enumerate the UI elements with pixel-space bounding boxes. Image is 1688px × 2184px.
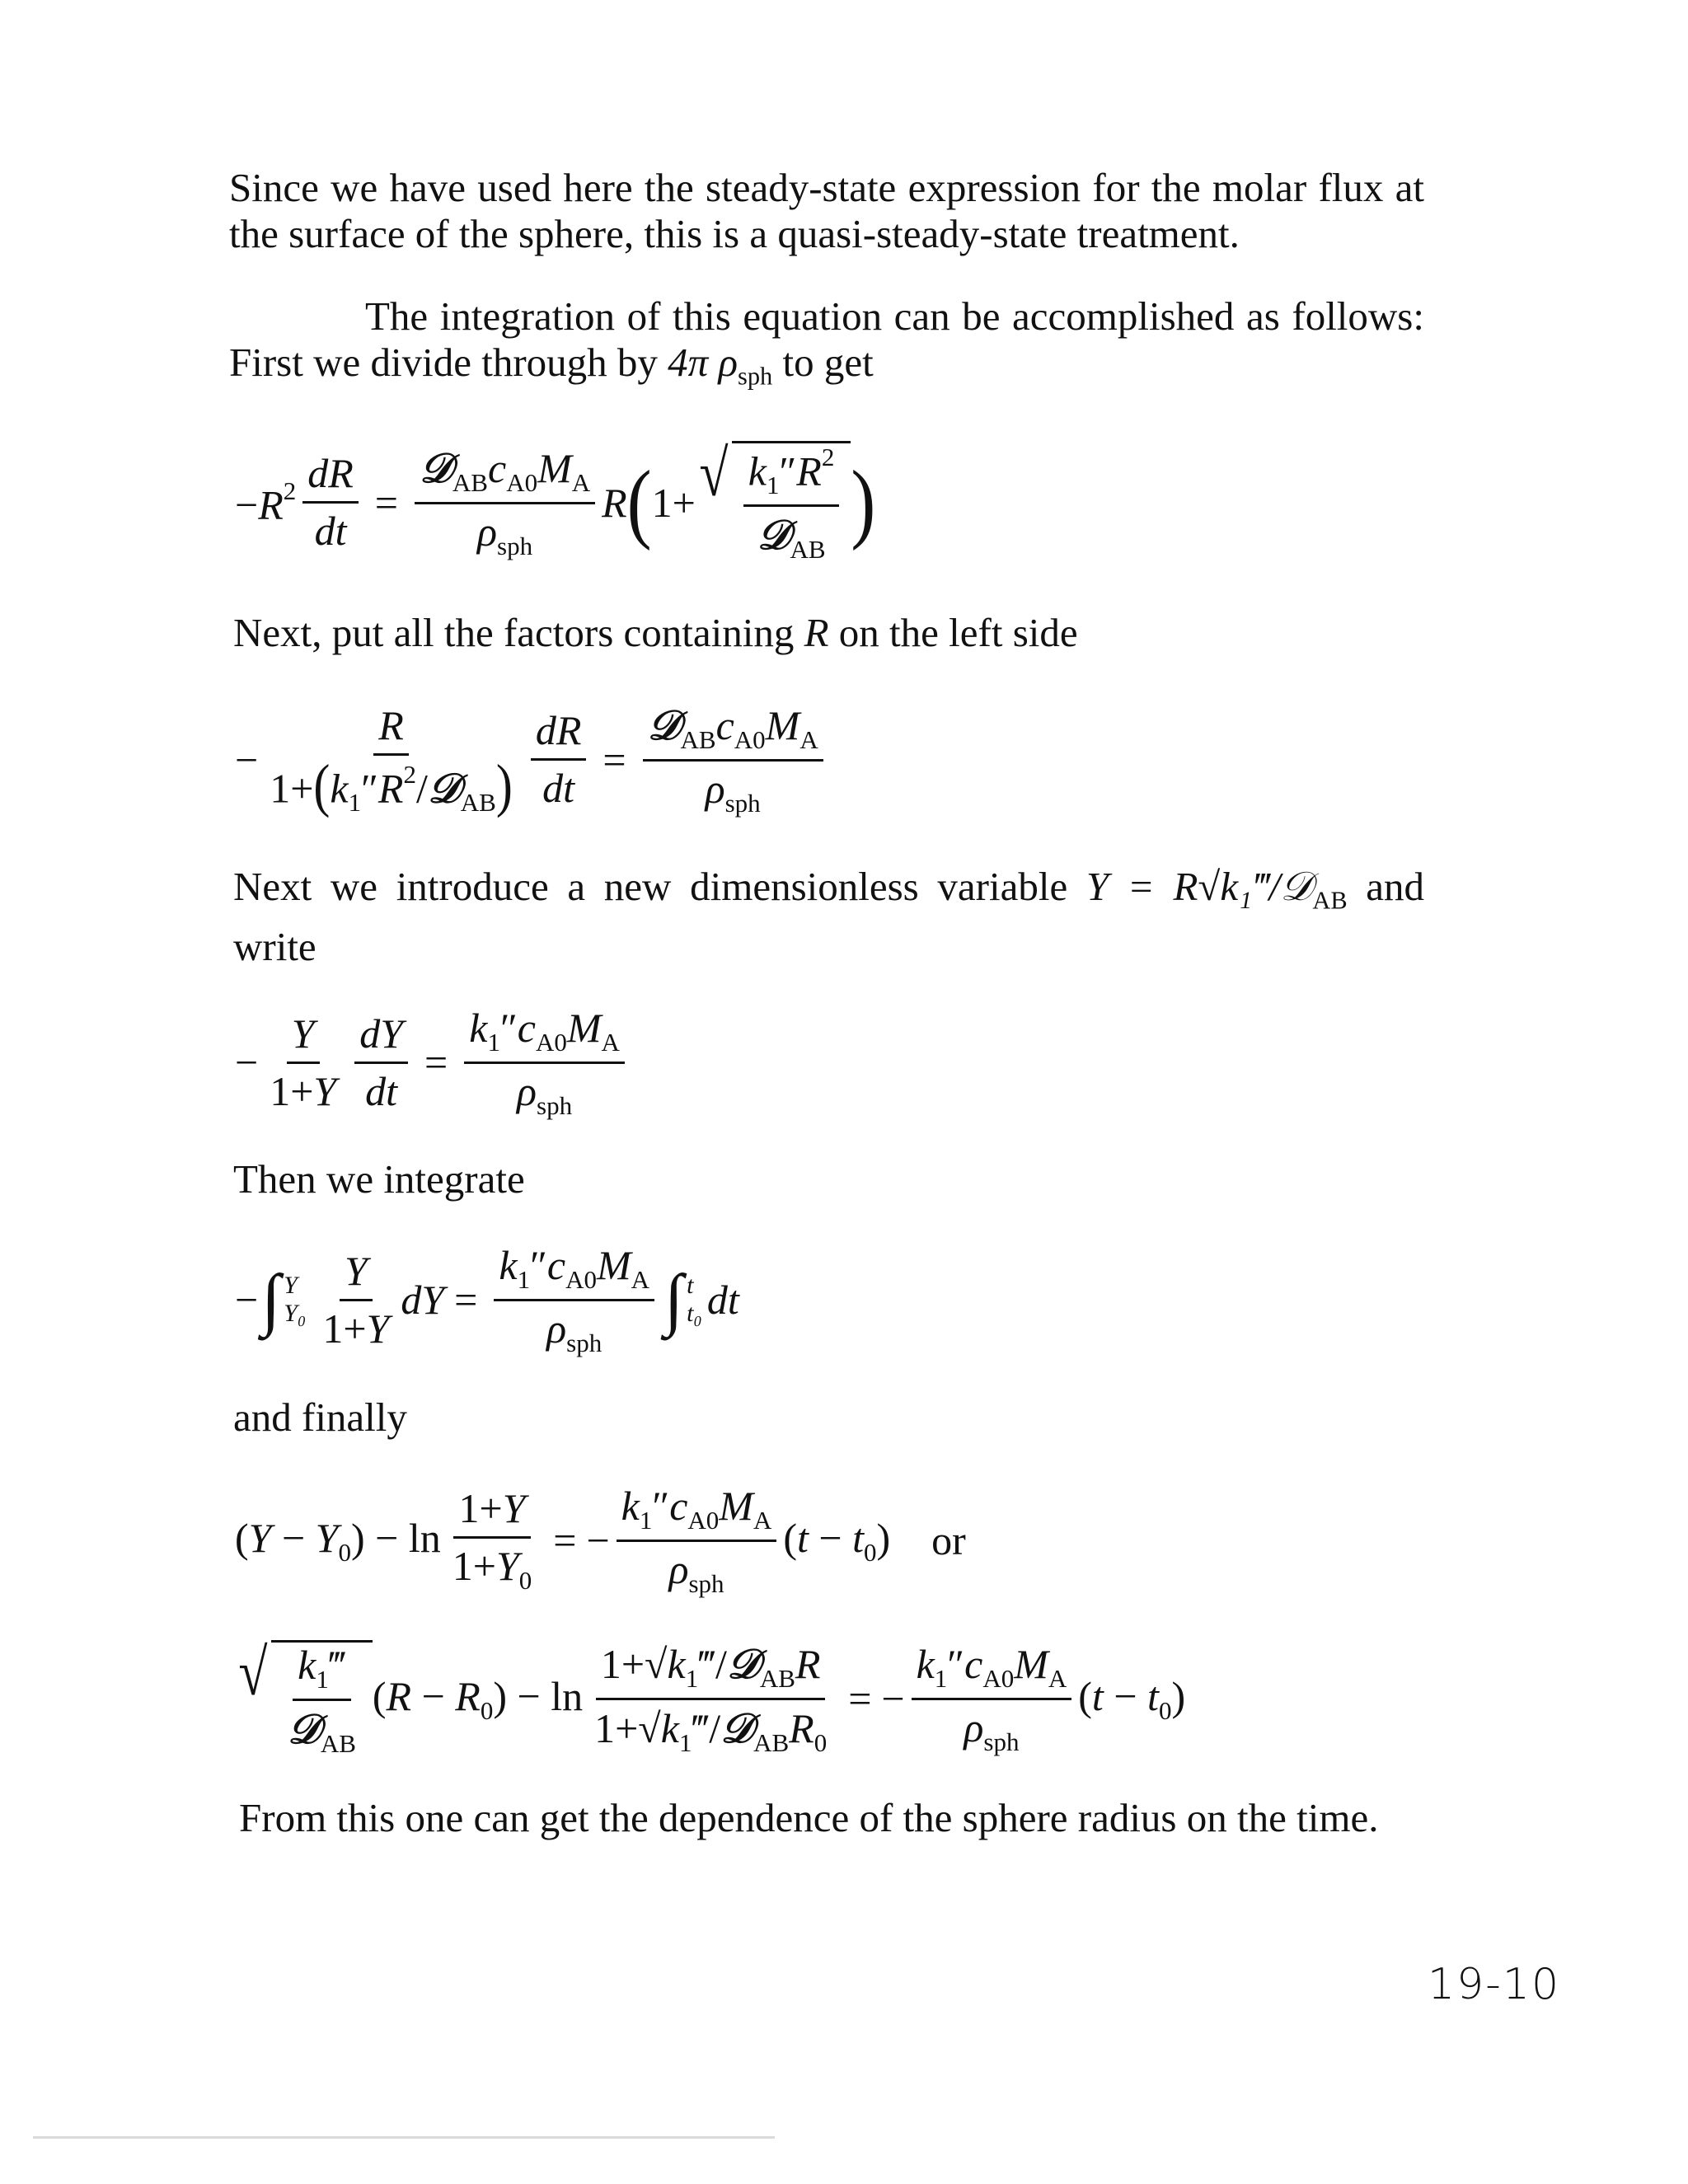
- paragraph-conclusion: [239, 1795, 1428, 1841]
- equation-6: √ $\frac{k_1‴}{𝒟_{AB}}$ $(R - R_0) - \ln$ $\frac{1+√k_1‴/𝒟_{AB}R}{1+√k_1‴/𝒟_{AB}R_0}$ = − $\frac{k_1''c_{A0}M_A}{\rho_{sph}}$ $(t - t_0)$: [238, 1637, 1186, 1758]
- paragraph-finally: [233, 1394, 407, 1441]
- variable-definition-subscript: AB: [1312, 886, 1348, 915]
- paragraph-integrate: [233, 1156, 525, 1202]
- paragraph-integration-end: to get: [782, 340, 874, 385]
- paragraph-intro-text: Since we have used here the steady-state expression for the molar flux at the surface of the sphere, this is a quasi-steady-state treatment.: [229, 165, 1424, 256]
- paragraph-finally-text: and finally: [233, 1394, 407, 1440]
- paragraph-variable: [233, 864, 1424, 970]
- scan-edge-noise: [33, 2136, 775, 2139]
- page-number: 19-10: [1428, 1960, 1561, 2009]
- equation-2: − $\frac{R}{1+(k_1''R^2/𝒟_{AB})}$ $\frac{dR}{dt}$ = $\frac{𝒟_{AB}c_{A0}M_A}{\rho_{sph}}$: [235, 702, 830, 818]
- paragraph-intro: [229, 165, 1424, 257]
- paragraph-variable-text: Next we introduce a new dimensionless variable: [233, 864, 1068, 909]
- equation-1: $-R^2$ $\frac{dR}{dt}$ = $\frac{𝒟_{AB}c_{A0}M_A}{\rho_{sph}}$ R ( 1+ √ $\frac{k_1''R^2}{𝒟_{AB}}$ ): [235, 438, 876, 565]
- or-word: or: [931, 1517, 966, 1564]
- paragraph-conclusion-text: From this one can get the dependence of the sphere radius on the time.: [239, 1795, 1379, 1840]
- equation-5: $(Y - Y_0) - \ln$ $\frac{1+Y}{1+Y_0}$ = − $\frac{k_1''c_{A0}M_A}{\rho_{sph}}$ $(t - t_0)$ or: [235, 1483, 966, 1598]
- paragraph-integrate-text: Then we integrate: [233, 1156, 525, 1202]
- paragraph-left-side: [233, 610, 1078, 656]
- variable-r: R: [804, 610, 829, 655]
- divisor-symbol: 4π ρ: [668, 340, 738, 385]
- paragraph-integration-text: The integration of this equation can be accomplished as follows: First we divide through by: [229, 293, 1424, 385]
- paragraph-left-side-end: on the left side: [838, 610, 1078, 655]
- equation-3: − $\frac{Y}{1+Y}$ $\frac{dY}{dt}$ = $\frac{k_1''c_{A0}M_A}{\rho_{sph}}$: [235, 1005, 631, 1120]
- paragraph-left-side-text: Next, put all the factors containing: [233, 610, 795, 655]
- variable-definition: Y = R√k₁‴/𝒟: [1085, 864, 1313, 909]
- paragraph-variable-end: and write: [233, 864, 1424, 969]
- equation-4: − ∫ Y Y₀ $\frac{Y}{1+Y}$ dY = $\frac{k_1''c_{A0}M_A}{\rho_{sph}}$ ∫ t t₀ dt: [235, 1242, 739, 1357]
- divisor-subscript: sph: [738, 362, 773, 391]
- paragraph-integration: [229, 293, 1424, 400]
